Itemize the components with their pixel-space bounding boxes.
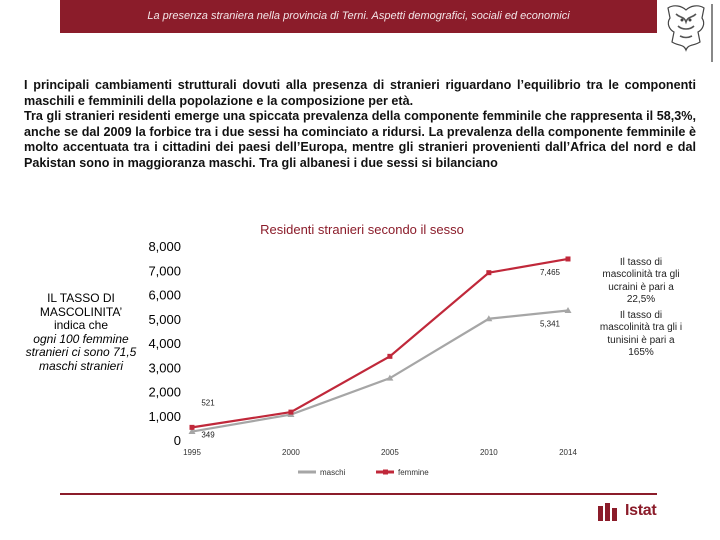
y-tick-label: 5,000 (148, 311, 181, 327)
data-label-maschi: 349 (201, 430, 215, 440)
istat-logo-text: Istat (625, 502, 657, 519)
data-label-maschi: 5,341 (539, 319, 560, 329)
point-femmine (566, 256, 571, 261)
header-title: La presenza straniera nella provincia di Terni. Aspetti demografici, sociali ed economici (147, 10, 570, 22)
nationality-notes (596, 257, 686, 359)
masculinity-note-body: ogni 100 femmine stranieri ci sono 71,5 maschi stranieri (25, 331, 137, 373)
y-tick-label: 1,000 (148, 408, 181, 424)
data-label-femmine: 521 (201, 398, 215, 408)
tunisian-note: Il tasso di mascolinità tra gli i tunisini è pari a 165% (599, 310, 683, 359)
y-tick-label: 7,000 (148, 263, 181, 279)
legend-label-femmine: femmine (398, 468, 429, 477)
x-tick-label: 2005 (380, 448, 399, 457)
x-tick-label: 2010 (479, 448, 498, 457)
point-femmine (190, 425, 195, 430)
y-tick-label: 4,000 (148, 336, 181, 351)
point-femmine (486, 270, 491, 275)
x-tick-label: 1995 (183, 448, 201, 457)
series-line-maschi (192, 310, 568, 431)
data-label-femmine: 7,465 (539, 267, 560, 277)
point-femmine (288, 410, 293, 415)
masculinity-note (22, 292, 140, 373)
y-tick-label: 3,000 (148, 360, 181, 376)
footer-rule (60, 493, 657, 495)
intro-paragraph-2: Tra gli stranieri residenti emerge una spiccata prevalenza della componente femminile che rappresenta il 58,3%, anche se dal 2009 la forbice tra i due sessi ha cominciato a ridursi. La prevalenza della componente femminile è molto accentuata tra i cittadini dei paesi dell’Europa, mentre gli stranieri provenienti dall’Africa del nord e dal Pakistan sono in maggioranza maschi. Tra gli albanesi i due sessi si bilanciano (24, 109, 696, 170)
y-tick-label: 2,000 (148, 384, 181, 400)
y-tick-label: 6,000 (148, 287, 181, 303)
masculinity-note-title: IL TASSO DI MASCOLINITA’ (39, 291, 123, 319)
masculinity-note-indica: indica che (53, 318, 109, 332)
x-tick-label: 2000 (282, 448, 300, 457)
chart-title: Residenti stranieri secondo il sesso (260, 222, 464, 237)
chart-legend (298, 468, 429, 477)
series-line-femmine (192, 259, 568, 427)
series-layer (189, 256, 572, 439)
point-femmine (387, 354, 392, 359)
intro-paragraph-1: I principali cambiamenti strutturali dovuti alla presenza di stranieri riguardano l’equilibrio tra le componenti maschili e femminili della popolazione e la composizione per età. (24, 78, 696, 108)
legend-marker-femmine (383, 470, 388, 475)
y-tick-label: 0 (173, 433, 181, 448)
x-axis (183, 448, 577, 457)
y-tick-label: 8,000 (148, 239, 181, 254)
ukrainian-note: Il tasso di mascolinità tra gli ucraini è pari a 22,5% (602, 257, 680, 305)
x-tick-label: 2014 (559, 448, 577, 457)
y-axis (148, 239, 181, 448)
legend-label-maschi: maschi (320, 468, 346, 477)
